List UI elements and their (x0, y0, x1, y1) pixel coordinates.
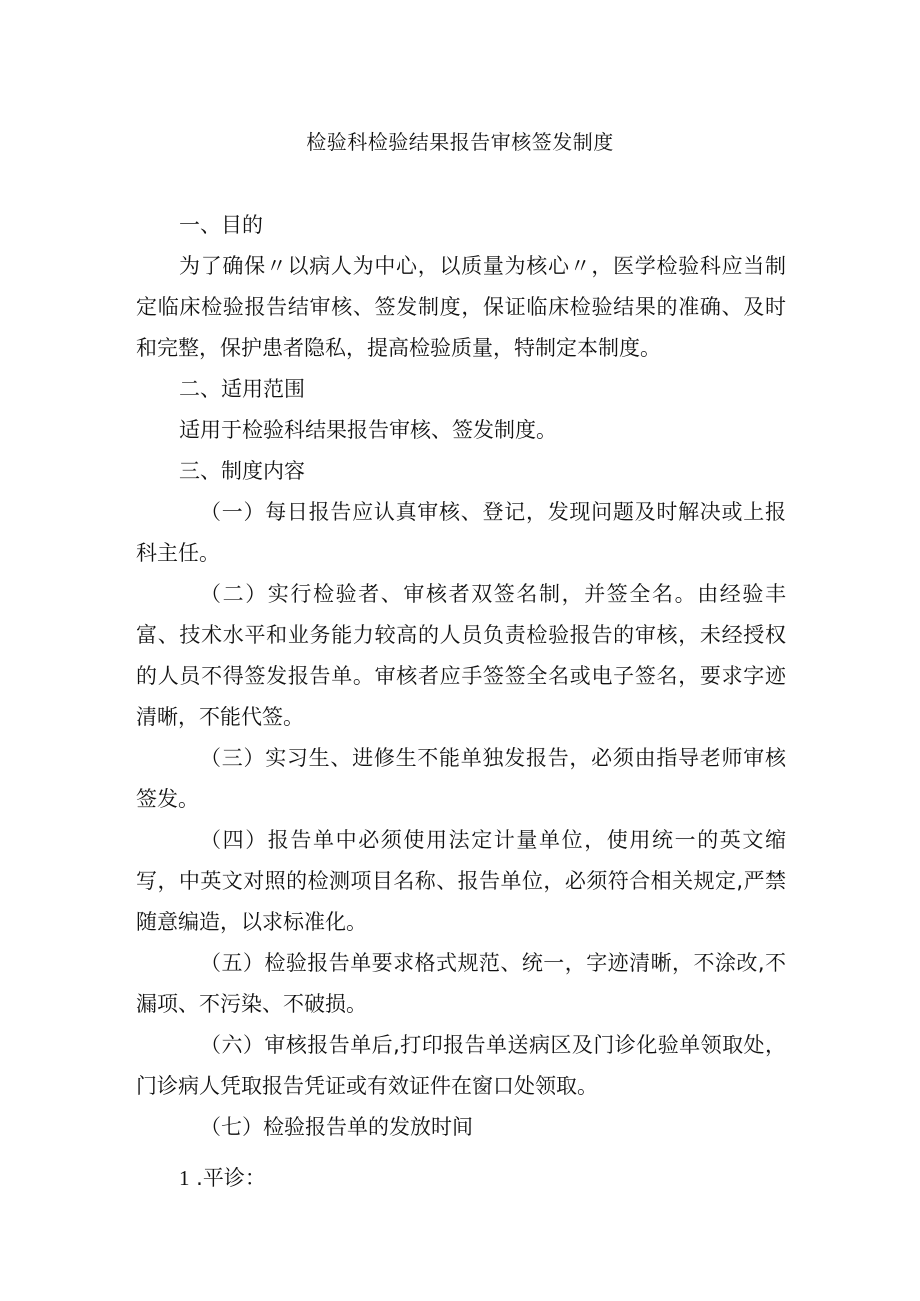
section-heading-purpose: 一、目的 (179, 213, 263, 237)
section-text-purpose: 为了确保〃以病人为中心，以质量为核心〃，医学检验科应当制定临床检验报告结审核、签发制度，保证临床检验结果的准确、及时和完整，保护患者隐私，提高检验质量，特制定本制度。 (136, 254, 786, 360)
sub-heading-routine (136, 1158, 786, 1199)
policy-item-1: （一）每日报告应认真审核、登记，发现问题及时解决或上报科主任。 (136, 500, 786, 565)
sub-heading-number: 1 (179, 1166, 190, 1190)
policy-item-5: （五）检验报告单要求格式规范、统一，字迹清晰，不涂改,不漏项、不污染、不破损。 (136, 951, 786, 1016)
section-text-scope: 适用于检验科结果报告审核、签发制度。 (179, 418, 557, 442)
section-heading-content: 三、制度内容 (179, 459, 305, 483)
document-body (136, 205, 786, 1199)
sub-heading-label: .平诊： (189, 1166, 266, 1190)
policy-item-2: （二）实行检验者、审核者双签名制，并签全名。由经验丰富、技术水平和业务能力较高的人员负责检验报告的审核，未经授权的人员不得签发报告单。审核者应手签签全名或电子签名，要求字迹清晰，不能代签。 (136, 582, 786, 729)
policy-item-3: （三）实习生、进修生不能单独发报告，必须由指导老师审核签发。 (136, 746, 786, 811)
document-title: 检验科检验结果报告审核签发制度 (306, 130, 614, 154)
policy-item-4: （四）报告单中必须使用法定计量单位，使用统一的英文缩写，中英文对照的检测项目名称、报告单位，必须符合相关规定,严禁随意编造，以求标准化。 (136, 828, 786, 934)
policy-item-7: （七）检验报告单的发放时间 (200, 1115, 473, 1139)
policy-item-6: （六）审核报告单后,打印报告单送病区及门诊化验单领取处，门诊病人凭取报告凭证或有效证件在窗口处领取。 (136, 1033, 786, 1098)
section-heading-scope: 二、适用范围 (179, 377, 305, 401)
